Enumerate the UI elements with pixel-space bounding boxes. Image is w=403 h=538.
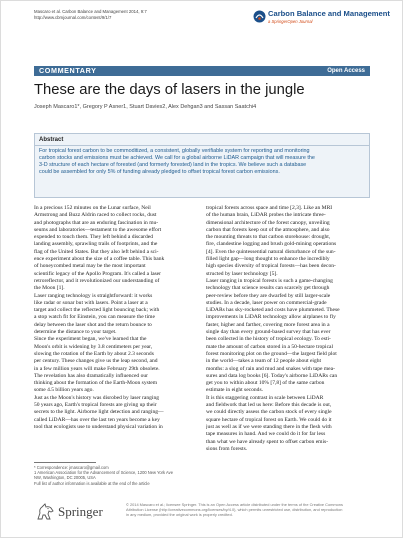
body-text-line: carbon that forests keep out of the atmosphere, and also — [206, 226, 330, 233]
open-access-badge: Open Access — [327, 68, 365, 74]
journal-name: Carbon Balance and Management — [268, 9, 390, 18]
body-text-line: mate the amount of carbon stored in a 50-hectare tropical — [206, 343, 334, 350]
body-text-line: [4]. Even the quintessential natural disturbance of the sun- — [206, 248, 336, 255]
body-text-line: the Moon [1]. — [34, 285, 65, 292]
body-text-line: been collected in the history of tropical ecology. To esti- — [206, 336, 331, 343]
license-line: in any medium, provided the original work is properly credited. — [126, 512, 233, 517]
abstract-line: For tropical forest carbon to be commoditized, a consistent, globally verifiable system for reporting and monitoring — [39, 148, 310, 154]
running-header — [34, 9, 219, 21]
cbm-logo-icon — [253, 10, 266, 23]
body-text-line: just as well as if we were standing there in the flesh with — [206, 423, 332, 430]
body-text-line: slowing the rotation of the Earth by about 2.3 seconds — [34, 350, 154, 357]
body-text-line: landing assembly, sprawling trails of footprints, and the — [34, 241, 158, 248]
body-text-line: delay between the laser shot and the return bounce to — [34, 321, 152, 328]
affiliation-footnote: NW, Washington, DC 20005, USA — [34, 475, 96, 481]
body-text-line: tape measures in hand. And we could do it for far less — [206, 431, 326, 438]
body-text-line: called LiDAR—has over the last ten years become a key — [34, 416, 160, 423]
body-text-line: in the world—takes a team of 12 people about eight — [206, 358, 322, 365]
body-text-line: sures and data log books [6]. Today's airborne LiDARs can — [206, 372, 338, 379]
body-text-line: in a few million years will make February 29th obsolete. — [34, 365, 160, 372]
body-text-line: tool that ecologists use to understand physical variation in — [34, 423, 163, 430]
body-text-line: dimensional architecture of the forest canopy, unveiling — [206, 219, 330, 226]
body-text-line: retroreflector, and it revolutionized our understanding of — [34, 277, 160, 284]
publisher-logo — [34, 500, 124, 524]
body-text-line: like radar or sonar but with lasers. Point a laser at a — [34, 299, 148, 306]
body-text-line: 50 years ago, Earth's tropical forests are giving up their — [34, 402, 157, 409]
body-text-line: faster, higher and farther, covering more forest area in a — [206, 321, 330, 328]
body-text-line: technology that science results can scarcely get through — [206, 285, 330, 292]
body-text-line: forest monitoring plot on the ground—the largest field plot — [206, 350, 337, 357]
body-text-line: and photographs that are an enduring fascination in mu- — [34, 219, 159, 226]
body-text-line: per century. These changes give us the leap second, and — [34, 358, 158, 365]
body-text-line: Laser ranging technology is straightforward: it works — [34, 292, 153, 299]
body-text-line: target and collect the reflected light bouncing back; with — [34, 307, 160, 314]
body-text-line: Moon's orbit is widening by 3.8 centimeters per year, — [34, 343, 153, 350]
body-text-line: of honeycombed metal may be the most important — [34, 263, 146, 270]
abstract-line: carbon stocks and emissions must be achieved. We call for a global airborne LiDAR campaign that will measure the — [39, 155, 315, 161]
body-text-line: determine the distance to your target. — [34, 329, 117, 336]
journal-subtitle: a SpringerOpen Journal — [268, 19, 313, 24]
body-text-line: improvements in LiDAR technology allow airplanes to fly — [206, 314, 336, 321]
body-text-line: single day than every ground-based survey that has ever — [206, 329, 331, 336]
body-text-line: It is this staggering contrast in scale between LiDAR — [206, 394, 324, 401]
body-text-line: square hectare of tropical forest on Earth. We could do it — [206, 416, 332, 423]
abstract-line: could be assembled for only 5% of funding already pledged to offset tropical forest carbon emissions. — [39, 169, 280, 175]
body-text-line: Since the experiment began, we've learned that the — [34, 336, 147, 343]
body-text-line: months: a slog of rain and mud and snakes with tape mea- — [206, 365, 335, 372]
body-text-line: a stop watch fit for Einstein, you can measure the time — [34, 314, 155, 321]
body-text-line: seums and laboratories—testament to the awesome effort — [34, 226, 162, 233]
body-column-right — [206, 205, 370, 453]
license-text — [126, 502, 374, 517]
body-text-line: some 4.5 billion years ago. — [34, 387, 94, 394]
body-text-line: thinking about the formation of the Earth-Moon system — [34, 380, 158, 387]
abstract-line: 3-D structure of each hectare of forested (and formerly forested) land in the tropics. We believe such a database — [39, 162, 307, 168]
body-text-line: scientific legacy of the Apollo Program. It's called a laser — [34, 270, 161, 277]
body-text-line: than what we have already spent to offset carbon emis- — [206, 438, 329, 445]
license-line: © 2014 Mascaro et al.; licensee Springer. This is an Open Access article distributed under the terms of the Creative Commons — [126, 502, 343, 507]
abstract-header — [35, 134, 369, 146]
body-text-line: estimate in eight seconds. — [206, 387, 263, 394]
body-text-line: and fieldwork that led us here: Before this decade is out, — [206, 402, 332, 409]
journal-branding — [253, 8, 393, 30]
body-text-line: Armstrong and Buzz Aldrin raced to collect rocks, dust — [34, 212, 157, 219]
article-type-label: COMMENTARY — [39, 66, 97, 75]
body-text-line: filled light gap—long thought to enhance the incredibly — [206, 256, 330, 263]
body-text-line: get you to within about 10% [7,8] of the same carbon — [206, 380, 325, 387]
body-text-line: ence experiment about the size of a coffee table. This bank — [34, 256, 165, 263]
article-url-link[interactable]: http://www.cbmjournal.com/content/9/1/7 — [34, 15, 112, 20]
author-info-note: Full list of author information is available at the end of the article — [34, 480, 150, 486]
affiliation-footnote: 1 American Association for the Advancement of Science, 1200 New York Ave — [34, 470, 173, 476]
body-text-line: flag of the United States. But they also left behind a sci- — [34, 248, 159, 255]
body-text-line: structed by laser technology [5]. — [206, 270, 278, 277]
article-type-banner — [34, 66, 370, 76]
footnote-divider — [34, 462, 96, 463]
body-column-left — [34, 205, 198, 431]
correspondence-footnote[interactable]: * Correspondence: jmascaro@gmail.com — [34, 465, 109, 470]
body-text-line: Laser ranging in tropical forests is such a game-changing — [206, 277, 333, 284]
body-text-line: sions from forests. — [206, 445, 248, 452]
body-text-line: Just as the Moon's history was disrobed by laser ranging — [34, 394, 160, 401]
author-list: Joseph Mascaro1*, Gregory P Asner1, Stuart Davies2, Alex Dehgan3 and Sassan Saatchi4 — [34, 104, 257, 110]
body-text-line: peer-review before they are dwarfed by still larger-scale — [206, 292, 331, 299]
article-title: These are the days of lasers in the jungle — [34, 82, 305, 98]
body-text-line: tropical forests across space and time [2,3]. Like an MRI — [206, 205, 333, 211]
body-text-line: we could directly assess the carbon stock of every single — [206, 409, 332, 416]
citation-line: Mascaro et al. Carbon Balance and Management 2014, 9:7 — [34, 9, 147, 14]
abstract-text — [39, 148, 367, 176]
body-text-line: high species diversity of tropical forests—has been decon- — [206, 263, 336, 270]
publisher-name: Springer — [58, 504, 103, 519]
body-text-line: LiDARs has sky-rocketed and costs have plummeted. These — [206, 307, 340, 314]
abstract-heading: Abstract — [39, 137, 64, 143]
abstract-box — [34, 133, 370, 198]
license-line: Attribution License (http://creativecommons.org/licenses/by/4.0), which permits unrestricted use, distribution, and reproduction — [126, 507, 343, 512]
body-text-line: The revelation has also dramatically influenced our — [34, 372, 148, 379]
body-text-line: of the human brain, LiDAR probes the intricate three- — [206, 212, 326, 219]
body-text-line: the mounting threats to that carbon storehouse: drought, — [206, 234, 331, 241]
springer-horse-icon — [34, 502, 56, 522]
body-text-line: expended to touch them. They left behind a discarded — [34, 234, 153, 241]
body-text-line: fire, clandestine logging and brush gold-mining operations — [206, 241, 337, 248]
footnotes — [34, 465, 202, 486]
body-text-line: In a precious 152 minutes on the Lunar surface, Neil — [34, 205, 151, 211]
body-text-line: secrets to the light. Airborne light detection and ranging— — [34, 409, 164, 416]
body-text-line: studies. In a decade, laser power on commercial-grade — [206, 299, 327, 306]
